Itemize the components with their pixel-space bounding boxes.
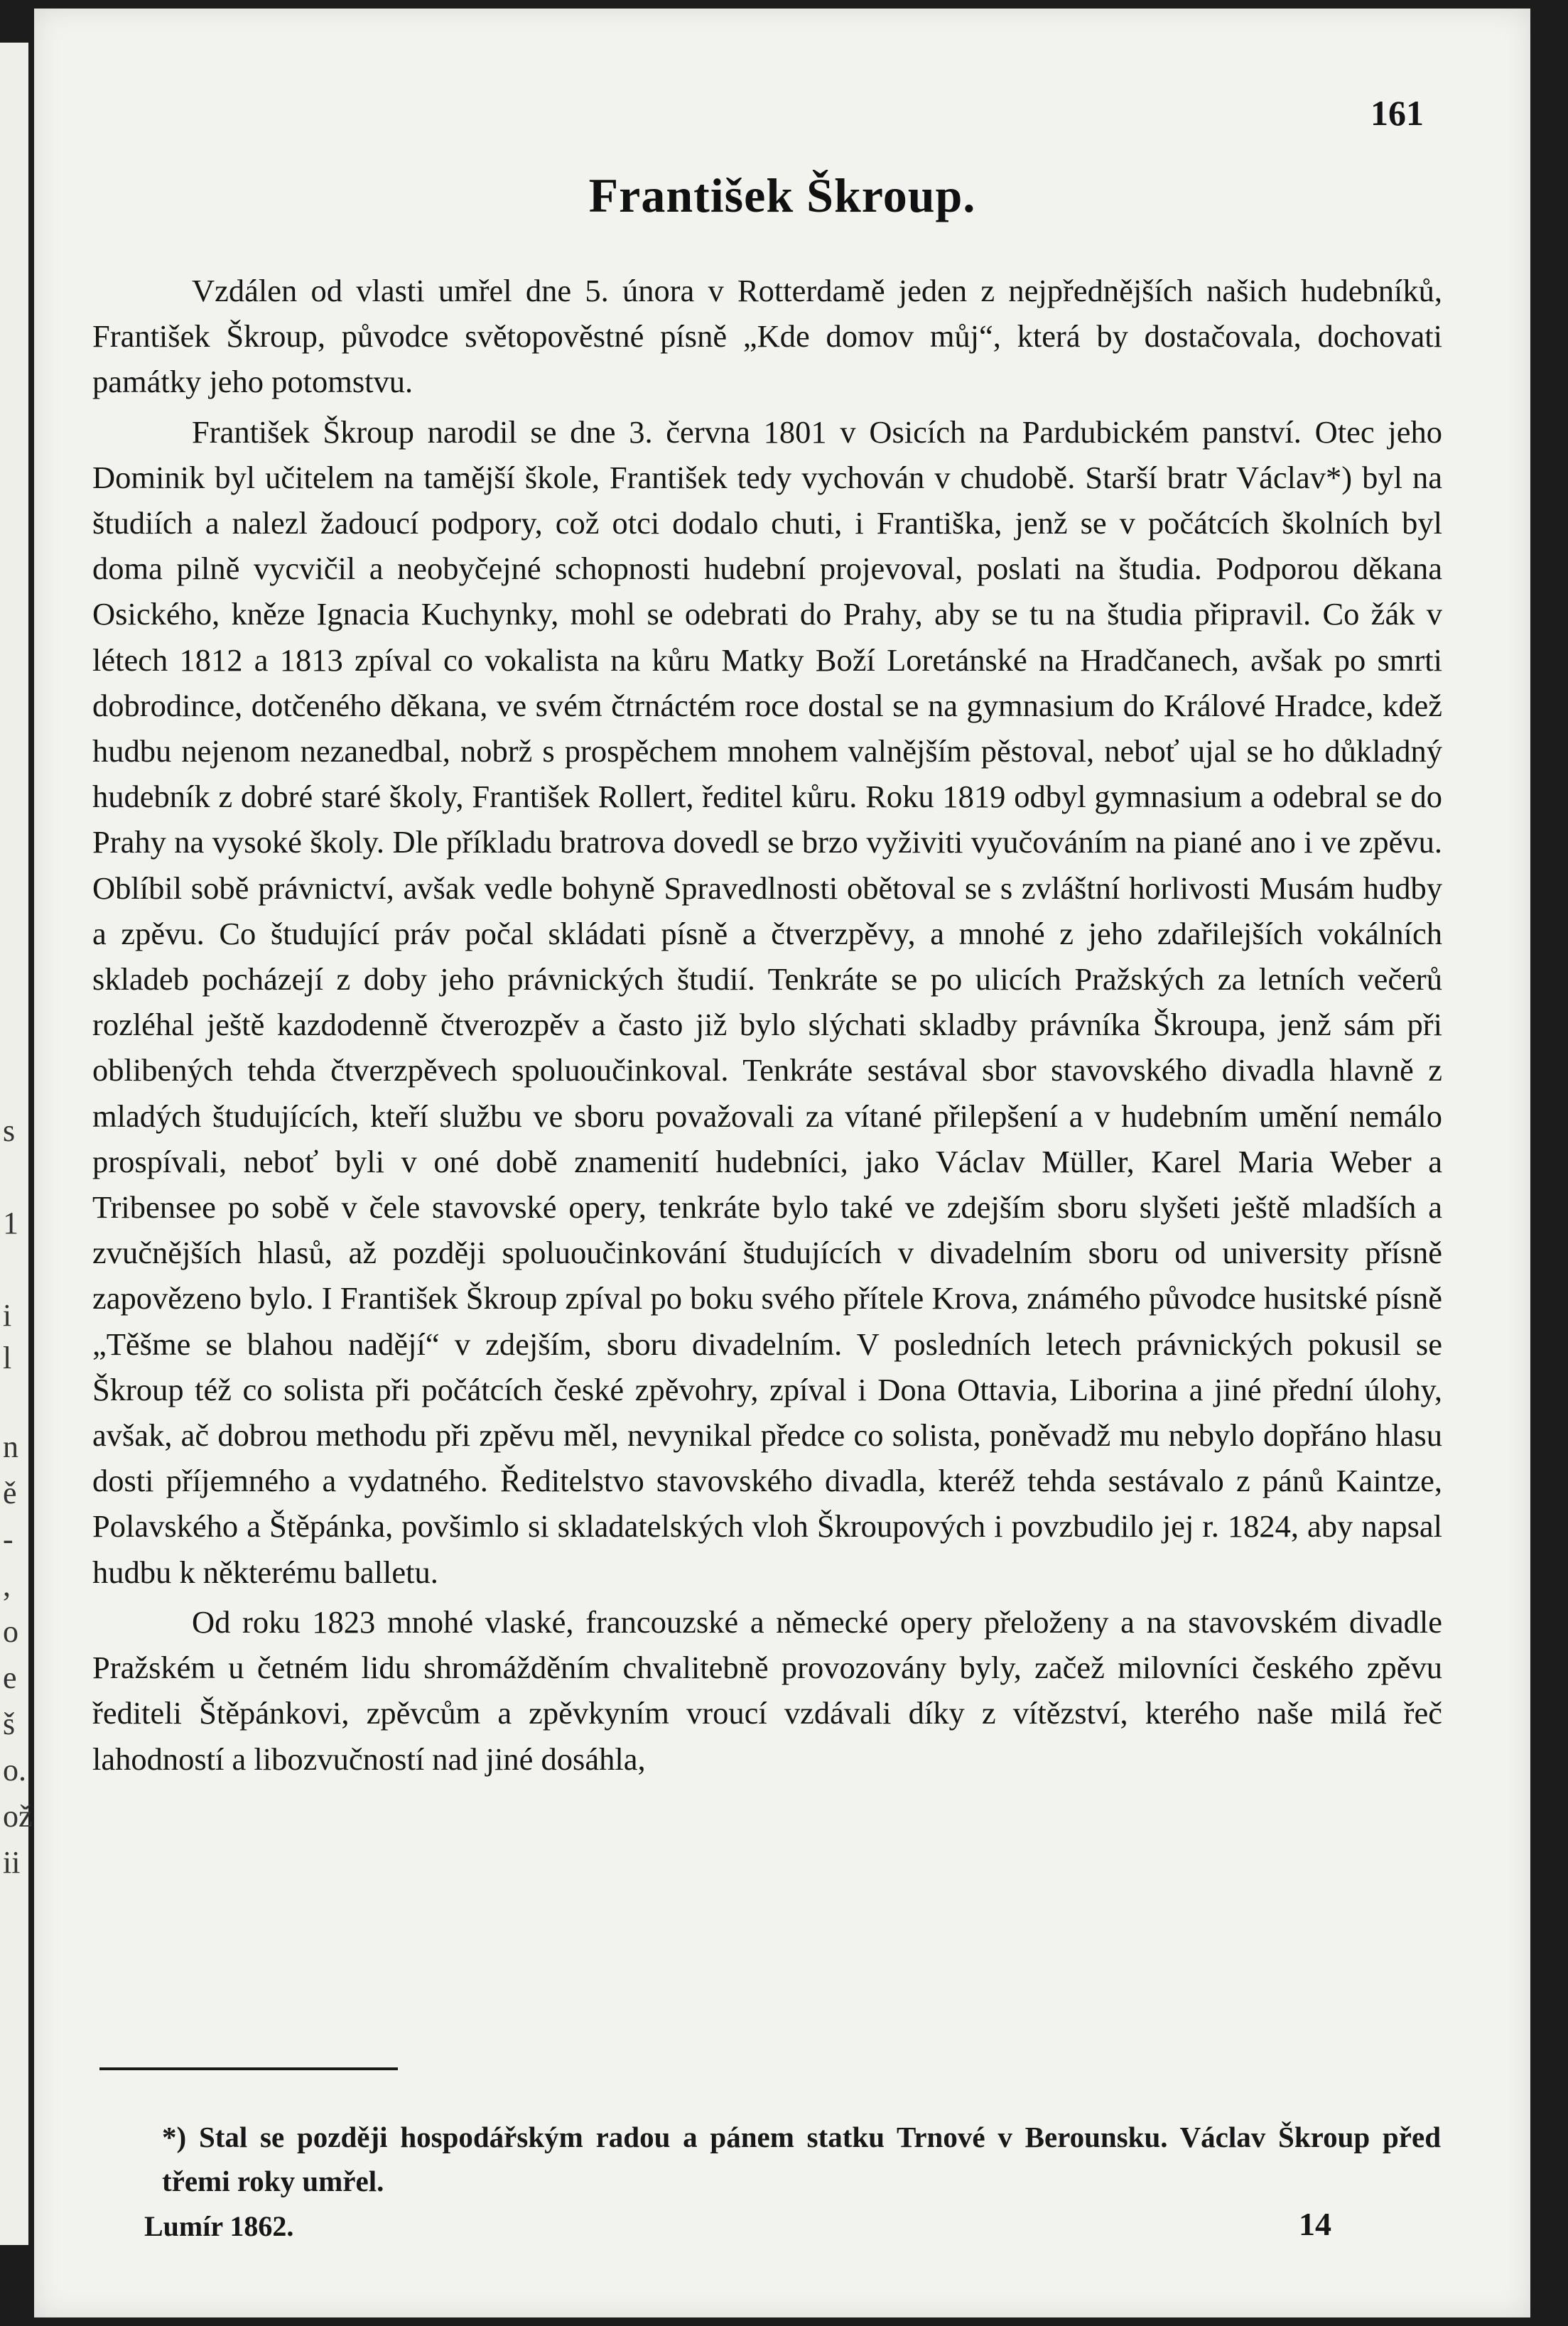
left-page-fragment: o.	[3, 1753, 26, 1787]
left-page-fragment: o	[3, 1614, 18, 1649]
sheet-signature: 14	[1299, 2206, 1331, 2242]
article-title: František Škroup.	[588, 168, 976, 222]
journal-signature: Lumír 1862.	[144, 2210, 294, 2242]
left-page-fragment: ě	[3, 1476, 17, 1510]
left-page-fragment: -	[3, 1522, 13, 1557]
left-page-fragment: n	[3, 1429, 18, 1464]
left-page-fragment: l	[3, 1341, 12, 1375]
footnote	[162, 2115, 1441, 2203]
left-page-fragment: ii	[3, 1845, 21, 1880]
footnote-text: Stal se později hospodářským radou a pánem statku Trnové v Berounsku. Václav Škroup před třemi roky umřel.	[162, 2121, 1441, 2197]
left-page-fragment: š	[3, 1706, 16, 1741]
left-page-fragment: 1	[3, 1206, 18, 1240]
article-body	[92, 268, 1442, 1786]
left-page-fragment: s	[3, 1113, 16, 1148]
adjacent-page-margin	[0, 43, 33, 2245]
left-page-fragment: e	[3, 1660, 17, 1695]
left-page-fragment: ož	[3, 1799, 33, 1834]
footnote-divider	[99, 2067, 398, 2070]
paragraph-1: Vzdálen od vlasti umřel dne 5. února v Rotterdamě jeden z nejpřednějších našich hudebníků, František Škroup, původce světopověstné písně „Kde domov můj“, která by dostačovala, dochovati památky jeho potomstvu.	[92, 273, 1442, 400]
left-page-fragment: ,	[3, 1568, 11, 1603]
paragraph-2: František Škroup narodil se dne 3. června 1801 v Osicích na Pardubickém panství. Otec jeho Dominik byl učitelem na tamější škole, František tedy vychován v chudobě. Starší bratr Václav*) byl na študiích a nalezl žadoucí podpory, což otci dodalo chuti, i Františka, jenž se v počátcích školních byl doma pilně vycvičil a neobyčejné schopnosti hudební projevoval, poslati na študia. Podporou děkana Osického, kněze Ignacia Kuchynky, mohl se odebrati do Prahy, aby se tu na študia připravil. Co žák v létech 1812 a 1813 zpíval co vokalista na kůru Matky Boží Loretánské na Hradčanech, avšak po smrti dobrodince, dotčeného děkana, ve svém čtrnáctém roce dostal se na gymnasium do Králové Hradce, kdež hudbu nejenom nezanedbal, nobrž s prospěchem mnohem valnějším pěstoval, neboť ujal se ho důkladný hudebník z dobré staré školy, František Rollert, ředitel kůru. Roku 1819 odbyl gymnasium a odebral se do Prahy na vysoké školy. Dle příkladu bratrova dovedl se brzo vyživiti vyučováním na piané ano i ve zpěvu. Oblíbil sobě právnictví, avšak vedle bohyně Spravedlnosti obětoval se s zvláštní horlivosti Musám hudby a zpěvu. Co študující práv počal skládati písně a čtverzpěvy, a mnohé z jeho zdařilejších vokálních skladeb pocházejí z doby jeho právnických študií. Tenkráte se po ulicích Pražských za letních večerů rozléhal ještě kazdodenně čtverozpěv a často již bylo slýchati skladby právníka Škroupa, jenž sám při oblibených tehda čtverzpěvech spoluoučinkoval. Tenkráte sestával sbor stavovského divadla hlavně z mladých študujících, kteří službu ve sboru považovali za vítané přilepšení a v hudebním umění nemálo prospívali, neboť byli v oné době znamenití hudebníci, jako Václav Müller, Karel Maria Weber a Tribensee po sobě v čele stavovské opery, tenkráte bylo také ve zdejším sboru slyšeti ještě mladších a zvučnějších hlasů, až později spoluoučinkování študujících v divadelním sboru od university přísně zapovězeno bylo. I František Škroup zpíval po boku svého přítele Krova, známého původce husitské písně „Těšme se blahou nadějí“ v zdejším, sboru divadelním. V posledních letech právnických pokusil se Škroup též co solista při počátcích české zpěvohry, zpíval i Dona Ottavia, Liborina a jiné přední úlohy, avšak, ač dobrou methodu při zpěvu měl, nevynikal předce co solista, poněvadž mu nebylo dopřáno hlasu dosti příjemného a vydatného. Ředitelstvo stavovského divadla, kteréž tehda sestávalo z pánů Kaintze, Polavského a Štěpánka, povšimlo si skladatelských vloh Škroupových i povzbudilo jej r. 1824, aby napsal hudbu k některému balletu.	[92, 413, 1442, 1590]
page-number: 161	[1370, 93, 1424, 133]
document-page	[34, 9, 1530, 2317]
left-page-fragment: i	[3, 1298, 12, 1333]
paragraph-3: Od roku 1823 mnohé vlaské, francouzské a německé opery přeloženy a na stavovském divadle Pražském u četném lidu shromážděním chvalitebně provozovány byly, začež milovníci českého zpěvu řediteli Štěpánkovi, zpěvcům a zpěvkyním vroucí vzdávali díky z vítězství, kterého naše milá řeč lahodností a libozvučností nad jiné dosáhla,	[92, 1603, 1442, 1777]
footnote-mark: *)	[162, 2121, 187, 2153]
